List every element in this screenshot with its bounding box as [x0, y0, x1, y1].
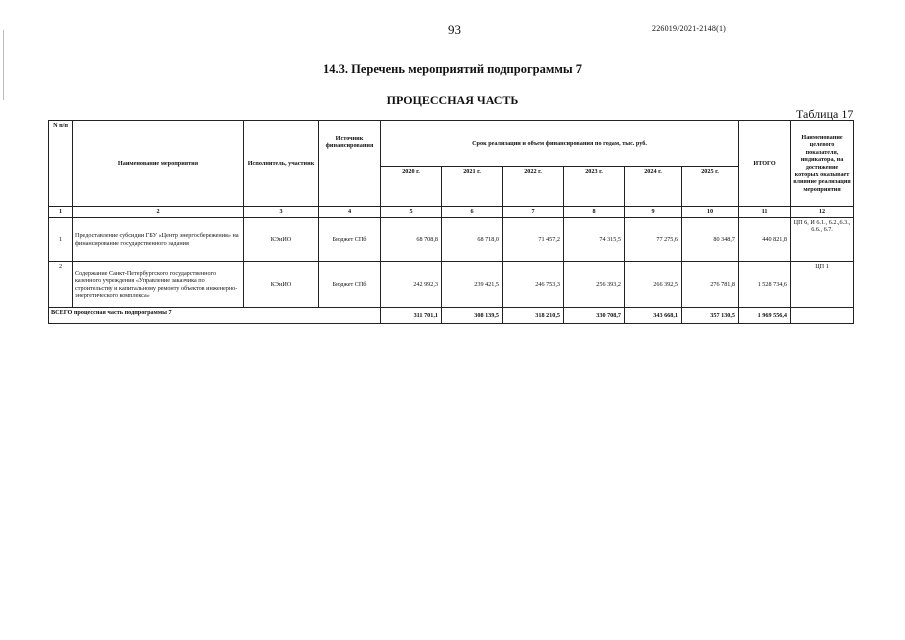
column-number: 7: [503, 207, 564, 218]
row-value: 68 708,8: [381, 218, 442, 262]
row-source: Бюджет СПб: [319, 218, 381, 262]
row-indicator: ЦП 6, И 6.1., 6.2.,6.3., 6.6., 6.7.: [791, 218, 854, 262]
header-period: Срок реализации и объем финансирования по годам, тыс. руб.: [381, 121, 739, 167]
header-year: 2020 г.: [381, 167, 442, 207]
total-value: 308 139,5: [442, 308, 503, 324]
column-number: 6: [442, 207, 503, 218]
header-year: 2022 г.: [503, 167, 564, 207]
header-executor: Исполнитель, участник: [244, 121, 319, 207]
row-name: Содержание Санкт-Петербургского государственного казенного учреждения «Управление заказчика по строительству и капитальному ремонту объектов инженерно-энергетического комплекса»: [73, 262, 244, 308]
total-value: 311 701,1: [381, 308, 442, 324]
header-row-1: [49, 121, 854, 167]
column-number: 9: [625, 207, 682, 218]
column-number: 2: [73, 207, 244, 218]
row-value: 80 348,7: [682, 218, 739, 262]
header-num: N п/п: [49, 121, 73, 207]
page-number: 93: [448, 22, 461, 37]
column-number: 1: [49, 207, 73, 218]
header-year: 2021 г.: [442, 167, 503, 207]
header-indicator: Наименование целевого показателя, индикатора, на достижение которых оказывает влияние реализация мероприятия: [791, 121, 854, 207]
column-number-row: [49, 207, 854, 218]
row-value: 266 392,5: [625, 262, 682, 308]
header-name: Наименование мероприятия: [73, 121, 244, 207]
total-value: 343 668,1: [625, 308, 682, 324]
header-year: 2024 г.: [625, 167, 682, 207]
total-row: [49, 308, 854, 324]
row-executor: КЭиИО: [244, 218, 319, 262]
part-title: ПРОЦЕССНАЯ ЧАСТЬ: [386, 93, 519, 107]
grand-total: 1 969 556,4: [739, 308, 791, 324]
column-number: 5: [381, 207, 442, 218]
table-row: [49, 262, 854, 308]
column-number: 8: [564, 207, 625, 218]
table-row: [49, 218, 854, 262]
total-value: 318 210,5: [503, 308, 564, 324]
row-value: 276 781,8: [682, 262, 739, 308]
total-indicator-empty: [791, 308, 854, 324]
total-value: 357 130,5: [682, 308, 739, 324]
row-total: 440 821,8: [739, 218, 791, 262]
row-value: 74 315,5: [564, 218, 625, 262]
total-label: ВСЕГО процессная часть подпрограммы 7: [49, 308, 381, 324]
row-value: 71 457,2: [503, 218, 564, 262]
column-number: 12: [791, 207, 854, 218]
document-id: 226019/2021-2148(1): [652, 24, 727, 33]
column-number: 10: [682, 207, 739, 218]
row-name: Предоставление субсидии ГБУ «Центр энергосбережения» на финансирование государственного задания: [73, 218, 244, 262]
row-num: 2: [49, 262, 73, 308]
total-value: 330 708,7: [564, 308, 625, 324]
column-number: 3: [244, 207, 319, 218]
row-num: 1: [49, 218, 73, 262]
section-title: 14.3. Перечень мероприятий подпрограммы 7: [322, 62, 583, 76]
row-value: 242 992,3: [381, 262, 442, 308]
row-total: 1 528 734,6: [739, 262, 791, 308]
row-value: 246 753,3: [503, 262, 564, 308]
header-year: 2023 г.: [564, 167, 625, 207]
header-source: Источник финансирования: [319, 121, 381, 207]
header-year: 2025 г.: [682, 167, 739, 207]
row-indicator: ЦП 1: [791, 262, 854, 308]
row-source: Бюджет СПб: [319, 262, 381, 308]
row-value: 239 421,5: [442, 262, 503, 308]
row-value: 68 718,0: [442, 218, 503, 262]
row-value: 77 275,6: [625, 218, 682, 262]
column-number: 4: [319, 207, 381, 218]
header-total: ИТОГО: [739, 121, 791, 207]
table-label: Таблица 17: [796, 107, 854, 121]
row-value: 256 393,2: [564, 262, 625, 308]
row-executor: КЭиИО: [244, 262, 319, 308]
column-number: 11: [739, 207, 791, 218]
measures-table: [48, 120, 854, 324]
